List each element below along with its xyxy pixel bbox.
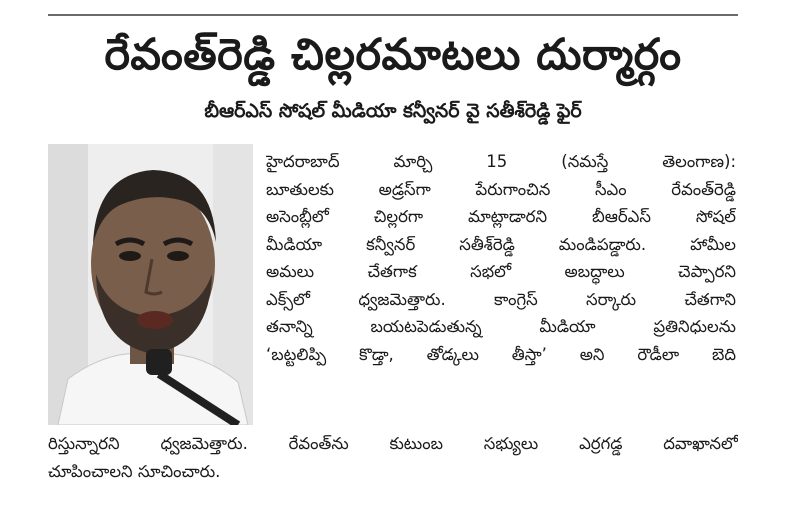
subheadline: బీఆర్‌ఎస్ సోషల్ మీడియా కన్వీనర్ వై సతీశ్‌రెడ్డి ఫైర్ bbox=[204, 100, 582, 122]
body-line: చూపించాలని సూచించారు. bbox=[48, 461, 221, 481]
body-line: అమలు చేతగాక సభలో అబద్ధాలు చెప్పారని bbox=[266, 262, 736, 281]
article-body bbox=[48, 144, 738, 514]
body-line: తనాన్ని బయటపెడుతున్న మీడియా ప్రతినిధులను bbox=[266, 317, 736, 336]
body-line: ఎక్స్‌లో ధ్వజమెత్తారు. కాంగ్రెస్ సర్కారు చేతగాని bbox=[266, 289, 736, 309]
body-line: రిస్తున్నారని ధ్వజమెత్తారు. రేవంత్‌ను కుటుంబ సభ్యులు ఎర్రగడ్డ దవాఖానలో bbox=[48, 434, 738, 453]
body-line: హైదరాబాద్ మార్చి 15 (నమస్తే తెలంగాణ): bbox=[266, 152, 736, 171]
body-line: మీడియా కన్వీనర్ సతీశ్‌రెడ్డి మండిపడ్డారు. హామీల bbox=[266, 234, 736, 254]
body-line: అసెంబ్లీలో చిల్లరగా మాట్లాడారని బీఆర్‌ఎస్ సోషల్ bbox=[266, 207, 736, 226]
body-column-full-width bbox=[48, 430, 738, 485]
top-rule bbox=[48, 14, 738, 16]
headline: రేవంత్‌రెడ్డి చిల్లరమాటలు దుర్మార్గం bbox=[104, 30, 682, 80]
body-line: బూతులకు అడ్రస్‌గా పేరుగాంచిన సీఎం రేవంత్‌రెడ్డి bbox=[266, 179, 736, 199]
body-column-beside-photo bbox=[266, 148, 736, 368]
body-line: ‘బట్టలిప్పి కొడ్తా, తోడ్కలు తీస్తా’ అని రౌడీలా బెది bbox=[266, 344, 736, 364]
